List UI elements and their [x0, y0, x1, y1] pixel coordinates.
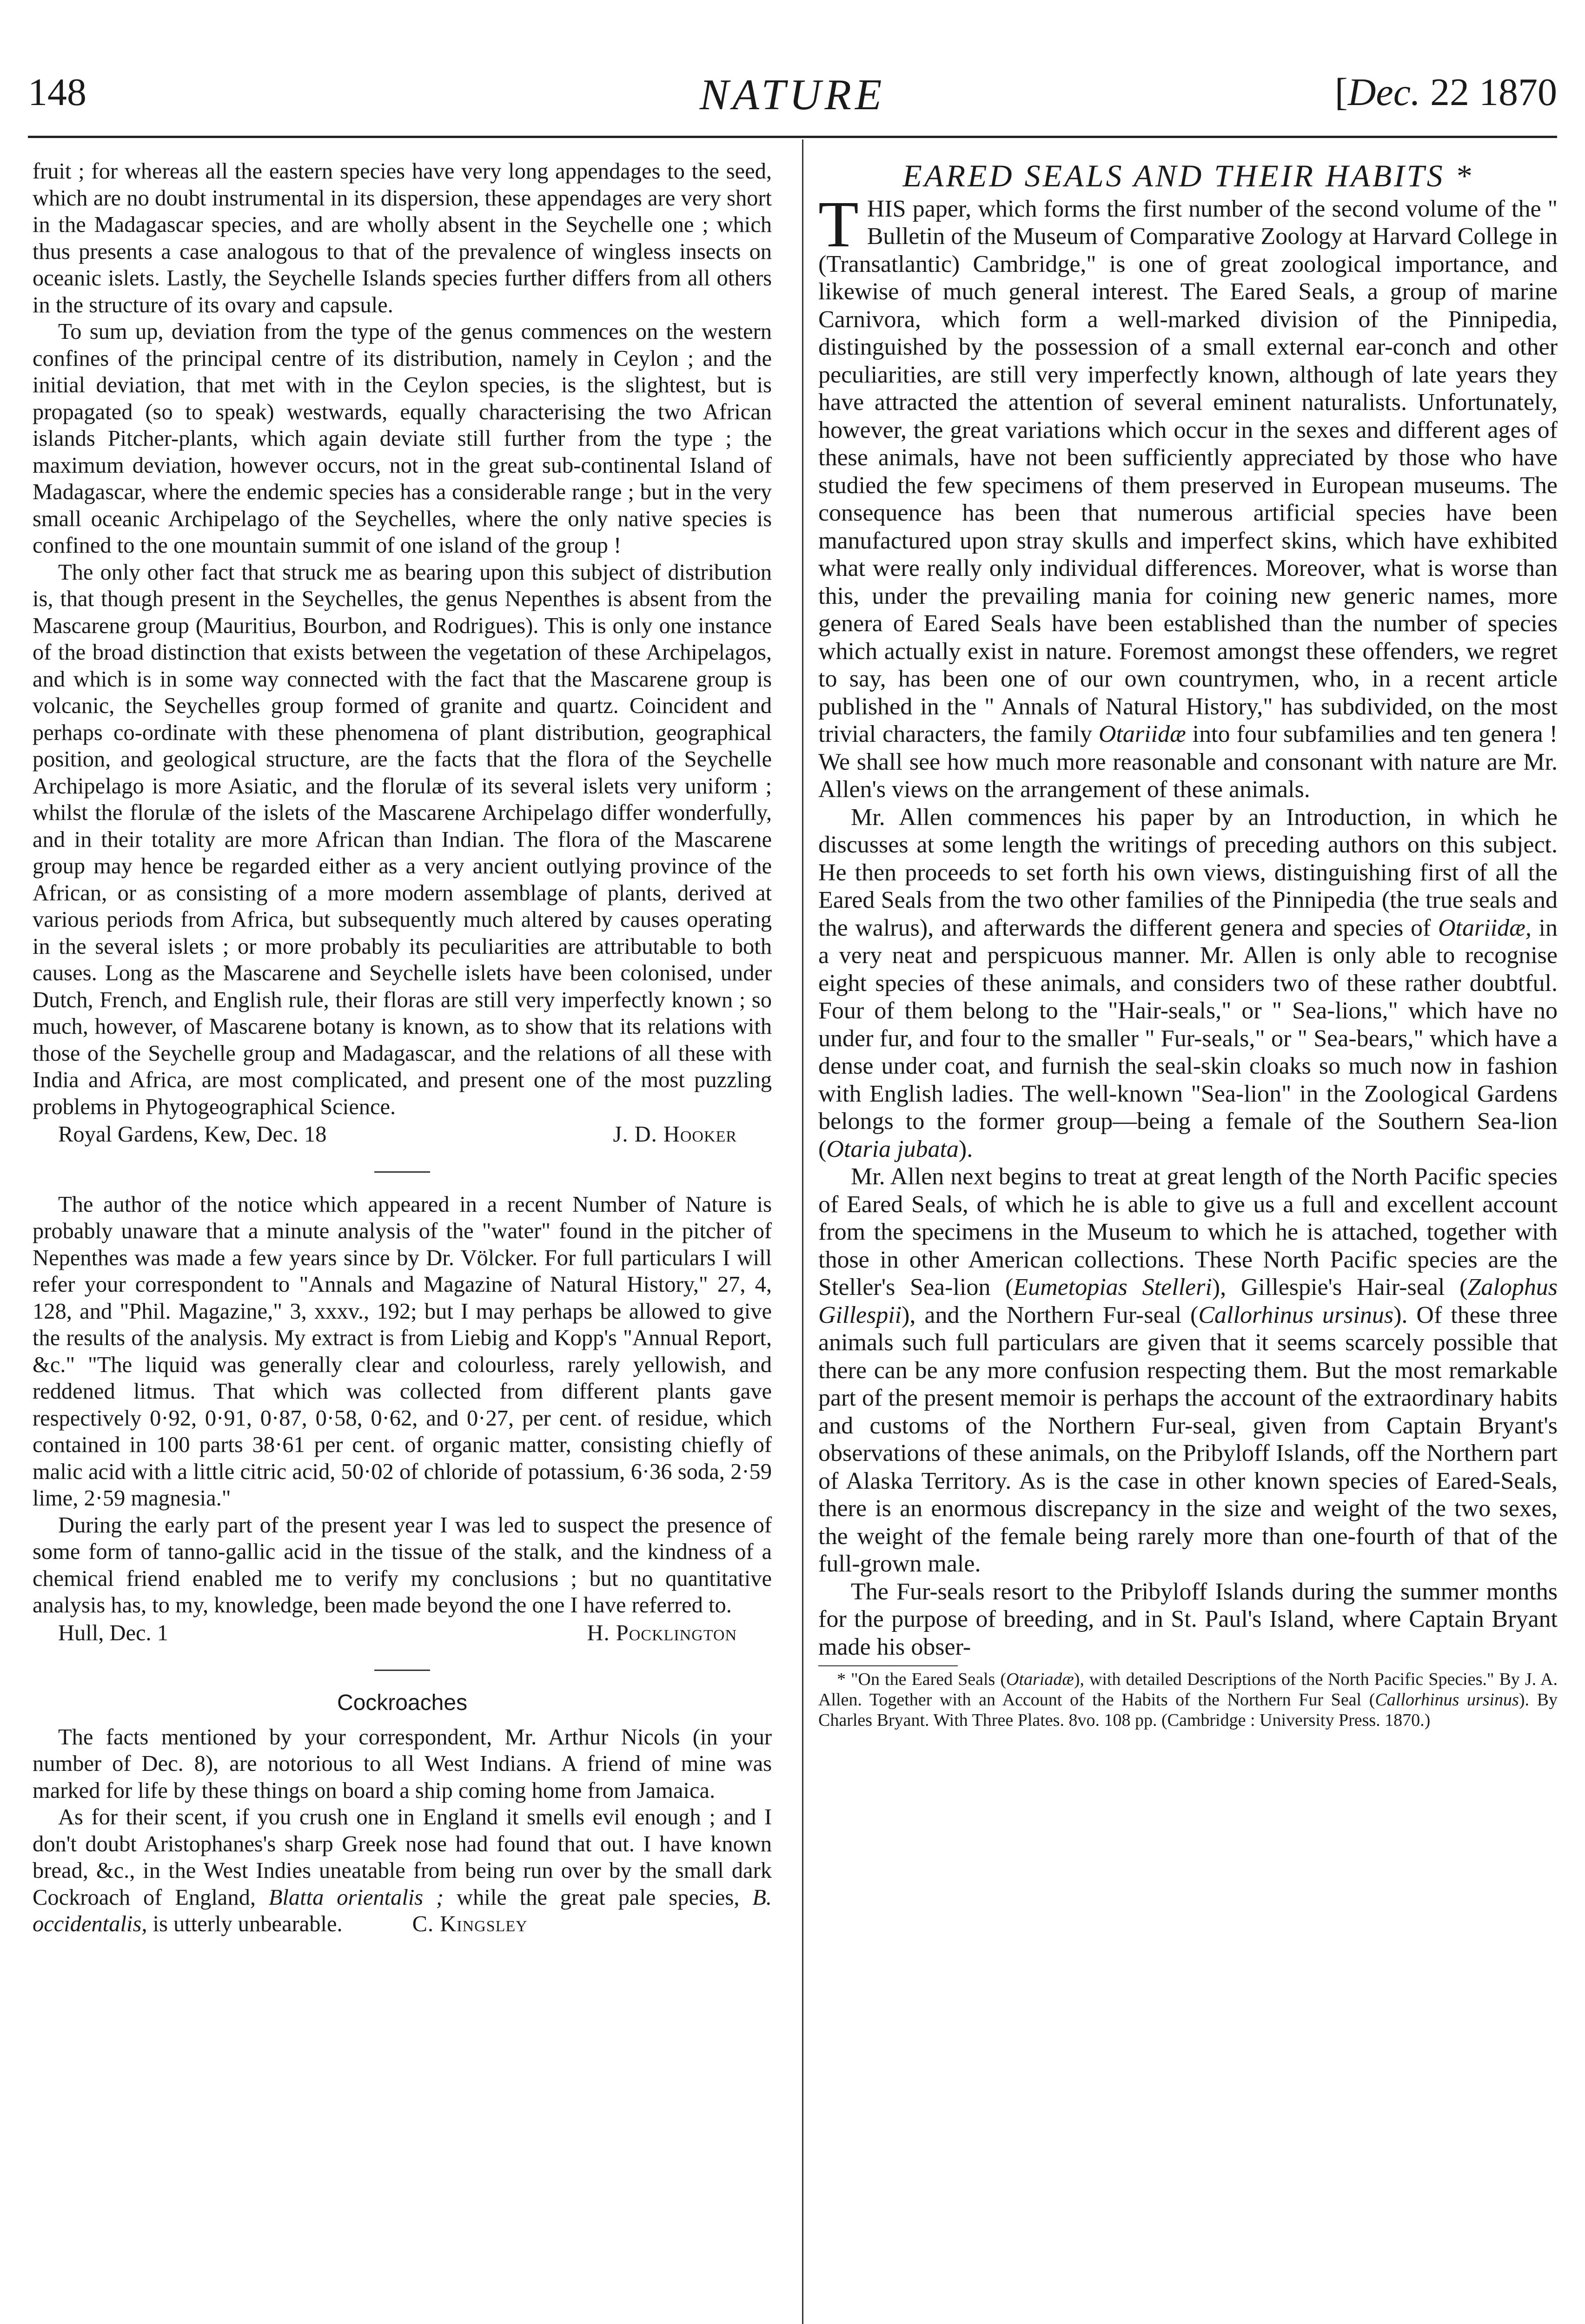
- section-title-cockroaches: Cockroaches: [337, 1690, 468, 1715]
- paragraph: To sum up, deviation from the type of the genus commences on the western confines of the principal centre of its distribution, namely in Ceylon ; and the initial deviation, that met with in the Ceylon species, is the slightest, but is propagated (so to speak) westwards, equally characterising the two African islands Pitcher-plants, which again deviate still further from the type ; the maximum deviation, however occurs, not in the great sub-continental Island of Madagascar, where the endemic species has a considerable range ; but in the very small oceanic Archipelago of the Seychelles, where the only native species is confined to the one mountain summit of one island of the group !: [33, 319, 772, 558]
- signature-pocklington: [33, 1620, 772, 1647]
- text-run: ).: [958, 1136, 973, 1162]
- page-number: 148: [28, 71, 86, 114]
- paragraph: The facts mentioned by your correspondent, Mr. Arthur Nicols (in your number of Dec. 8), are notorious to all West Indians. A friend of mine was marked for life by these things on board a ship coming home from Jamaica.: [33, 1724, 772, 1803]
- paragraph: fruit ; for whereas all the eastern species have very long appendages to the seed, which are no doubt instrumental in its dispersion, these appendages are very short in the Madagascar species, and are wholly absent in the Seychelle one ; which thus presents a case analogous to that of the prevalence of wingless insects on oceanic islets. Lastly, the Seychelle Islands species further differs from all others in the structure of its ovary and capsule.: [33, 159, 772, 317]
- paragraph: The author of the notice which appeared in a recent Number of Nature is probably unaware that a minute analysis of the "water" found in the pitcher of Nepenthes was made a few years since by Dr. Völcker. For full particulars I will refer your correspondent to "Annals and Magazine of Natural History," 27, 4, 128, and "Phil. Magazine," 3, xxxv., 192; but I may perhaps be allowed to give the results of the analysis. My extract is from Liebig and Kopp's "Annual Report, &c." "The liquid was generally clear and colourless, rarely yellowish, and reddened litmus. That which was collected from different plants gave respectively 0·92, 0·91, 0·87, 0·58, 0·62, and 0·27, per cent. of residue, which contained in 100 parts 38·61 per cent. of organic matter, consisting chiefly of malic acid with a little citric acid, 50·02 of chloride of potassium, 6·36 soda, 2·59 lime, 2·59 magnesia.": [33, 1192, 772, 1511]
- signature-place: Royal Gardens, Kew, Dec. 18: [58, 1122, 327, 1147]
- paragraph: The Fur-seals resort to the Pribyloff Islands during the summer months for the purpose of breeding, and in St. Paul's Island, where Captain Bryant made his obser-: [818, 1578, 1558, 1660]
- footnote-rule: [818, 1665, 958, 1666]
- text-run: * "On the Eared Seals (: [837, 1670, 1007, 1689]
- footnote: [818, 1669, 1558, 1730]
- page-header: [28, 70, 1557, 130]
- text-run: ). Of these three animals such full particulars are given that it seems scarcely possible that there can be any more confusion respecting them. But the most remarkable part of the present memoir is perhaps the account of the extraordinary habits and customs of the Northern Fur-seal, given from Captain Bryant's observations of these animals, on the Pribyloff Islands, off the Northern part of Alaska Territory. As is the case in other known species of Eared-Seals, there is an enormous discrepancy in the size and weight of the two sexes, the weight of the female being rarely more than one-fourth of that of the full-grown male.: [818, 1301, 1558, 1577]
- species-name: Zalophus Gillespii: [818, 1274, 1558, 1328]
- article-title: EARED SEALS AND THEIR HABITS *: [902, 158, 1473, 193]
- species-name: Callorhinus ursinus: [1198, 1301, 1394, 1328]
- journal-title: NATURE: [699, 71, 886, 119]
- date-day-year: 22 1870: [1420, 71, 1557, 114]
- right-column: [818, 158, 1558, 1730]
- paragraph: [818, 804, 1558, 1163]
- text-run: in a very neat and perspicuous manner. Mr. Allen is only able to recognise eight species of these animals, and considers two of these rather doubtful. Four of them belong to the "Hair-seals," or " Sea-lions," which have no under fur, and four to the smaller " Fur-seals," or " Sea-bears," which have a dense under coat, and furnish the seal-skin cloaks so much now in fashion with English ladies. The well-known "Sea-lion" in the Zoological Gardens belongs to the former group—being a female of the Southern Sea-lion (: [818, 914, 1558, 1162]
- paragraph: During the early part of the present year I was led to suspect the presence of some form of tanno-gallic acid in the tissue of the stalk, and the kindness of a chemical friend enabled me to verify my conclusions ; but no quantitative analysis has, to my, knowledge, been made beyond the one I have referred to.: [33, 1512, 772, 1618]
- taxon-name: Otariidæ,: [1438, 914, 1532, 941]
- text-run: ), Gillespie's Hair-seal (: [1212, 1274, 1468, 1301]
- text-run: while the great pale species,: [444, 1885, 753, 1910]
- signature-name: J. D. Hooker: [613, 1122, 737, 1147]
- species-name: B. occidentalis,: [33, 1885, 772, 1936]
- species-name: Callorhinus ursinus: [1375, 1690, 1519, 1710]
- paragraph: [818, 187, 1558, 804]
- taxon-name: Otariidæ: [1098, 721, 1186, 747]
- paragraph: [33, 1804, 772, 1938]
- text-run: into four subfamilies and ten genera ! We shall see how much more reasonable and consonant with nature are Mr. Allen's views on the arrangement of these animals.: [818, 721, 1558, 803]
- text-run: Mr. Allen commences his paper by an Introduction, in which he discusses at some length the writings of preceding authors on this subject. He then proceeds to set forth his own views, distinguishing first of all the Eared Seals from the two other families of the Pinnipedia (the true seals and the walrus), and afterwards the different genera and species of: [818, 804, 1558, 941]
- signature-place: Hull, Dec. 1: [58, 1620, 169, 1645]
- text-run: As for their scent, if you crush one in England it smells evil enough ; and I don't doubt Aristophanes's sharp Greek nose had found that out. I have known bread, &c., in the West Indies uneatable from being run over by the small dark Cockroach of England,: [33, 1805, 772, 1910]
- text-run: Mr. Allen next begins to treat at great length of the North Pacific species of Eared Seals, of which he is able to give us a full and excellent account from the specimens in the Museum to which he is attached, together with those in other American collections. These North Pacific species are the Steller's Sea-lion (: [818, 1163, 1558, 1301]
- species-name: Eumetopias Stelleri: [1013, 1274, 1212, 1301]
- text-run: ), with detailed Descriptions of the North Pacific Species." By J. A. Allen. Together with an Account of the Habits of the Northern Fur Seal (: [818, 1670, 1558, 1710]
- signature-hooker: [33, 1121, 772, 1148]
- text-run: HIS paper, which forms the first number of the second volume of the " Bulletin of the Museum of Comparative Zoology at Harvard College in (Transatlantic) Cambridge," is one of great zoological importance, and likewise of much general interest. The Eared Seals, a group of marine Carnivora, which form a well-marked division of the Pinnipedia, distinguished by the possession of a small external ear-conch and other peculiarities, are still very imperfectly known, although of late years they have attracted the attention of several eminent naturalists. Unfortunately, however, the great variations which occur in the sexes and different ages of these animals, have not been sufficiently appreciated by those who have studied the few specimens of them preserved in European museums. The consequence has been that numerous artificial species have been manufactured upon stray skulls and imperfect skins, which have exhibited what were really only individual differences. Moreover, what is worse than this, under the prevailing mania for coining new generic names, more genera of Eared Seals have been established than the number of species which actually exist in nature. Foremost amongst these offenders, we regret to say, has been one of our own countrymen, who, in a recent article published in the " Annals of Natural History," has subdivided, on the most trivial characters, the family: [818, 195, 1558, 747]
- text-run: ). By Charles Bryant. With Three Plates. 8vo. 108 pp. (Cambridge : University Press. 1870.): [818, 1690, 1558, 1730]
- left-column: [33, 158, 772, 1938]
- species-name: Blatta orientalis ;: [268, 1885, 444, 1910]
- species-name: Otaria jubata: [826, 1136, 959, 1162]
- date-bracket: [: [1334, 71, 1348, 114]
- text-run: is utterly unbearable.: [147, 1912, 343, 1936]
- date-month: Dec.: [1347, 71, 1420, 114]
- drop-cap: T: [818, 187, 859, 261]
- signature-name: H. Pocklington: [587, 1620, 737, 1645]
- header-rule: [28, 136, 1557, 138]
- paragraph: The only other fact that struck me as bearing upon this subject of distribution is, that though present in the Seychelles, the genus Nepenthes is absent from the Mascarene group (Mauritius, Bourbon, and Rodrigues). This is only one instance of the broad distinction that exists between the vegetation of these Archipelagos, and which is in some way connected with the fact that the Mascarene group is volcanic, the Seychelles group formed of granite and quartz. Coincident and perhaps co-ordinate with these phenomena of plant distribution, geographical position, and geological structure, are the facts that the flora of the Seychelle Archipelago is more Asiatic, and the florulæ of its several islets very uniform ; whilst the florulæ of the islets of the Mascarene Archipelago differ wonderfully, and in their totality are more African than Indian. The flora of the Mascarene group may hence be regarded either as a very ancient outlying province of the African, or as consisting of a more modern assemblage of plants, derived at various periods from Africa, but subsequently much altered by causes operating in the several islets ; or more probably its peculiarities are attributable to both causes. Long as the Mascarene and Seychelle islets have been colonised, under Dutch, French, and English rule, their floras are still very imperfectly known ; so much, however, of Mascarene botany is known, as to show that its relations with those of the Seychelle group and Madagascar, and the relations of all these with India and Africa, are most complicated, and present one of the most puzzling problems in Phytogeographical Science.: [33, 560, 772, 1119]
- column-divider: [802, 139, 803, 2324]
- section-divider: [374, 1171, 430, 1173]
- signature-name: C. Kingsley: [412, 1912, 528, 1936]
- paragraph: [818, 1163, 1558, 1578]
- text-run: ), and the Northern Fur-seal (: [902, 1301, 1199, 1328]
- section-divider: [374, 1670, 430, 1671]
- taxon-name: Otariadæ: [1006, 1670, 1074, 1689]
- issue-date: [1335, 70, 1557, 115]
